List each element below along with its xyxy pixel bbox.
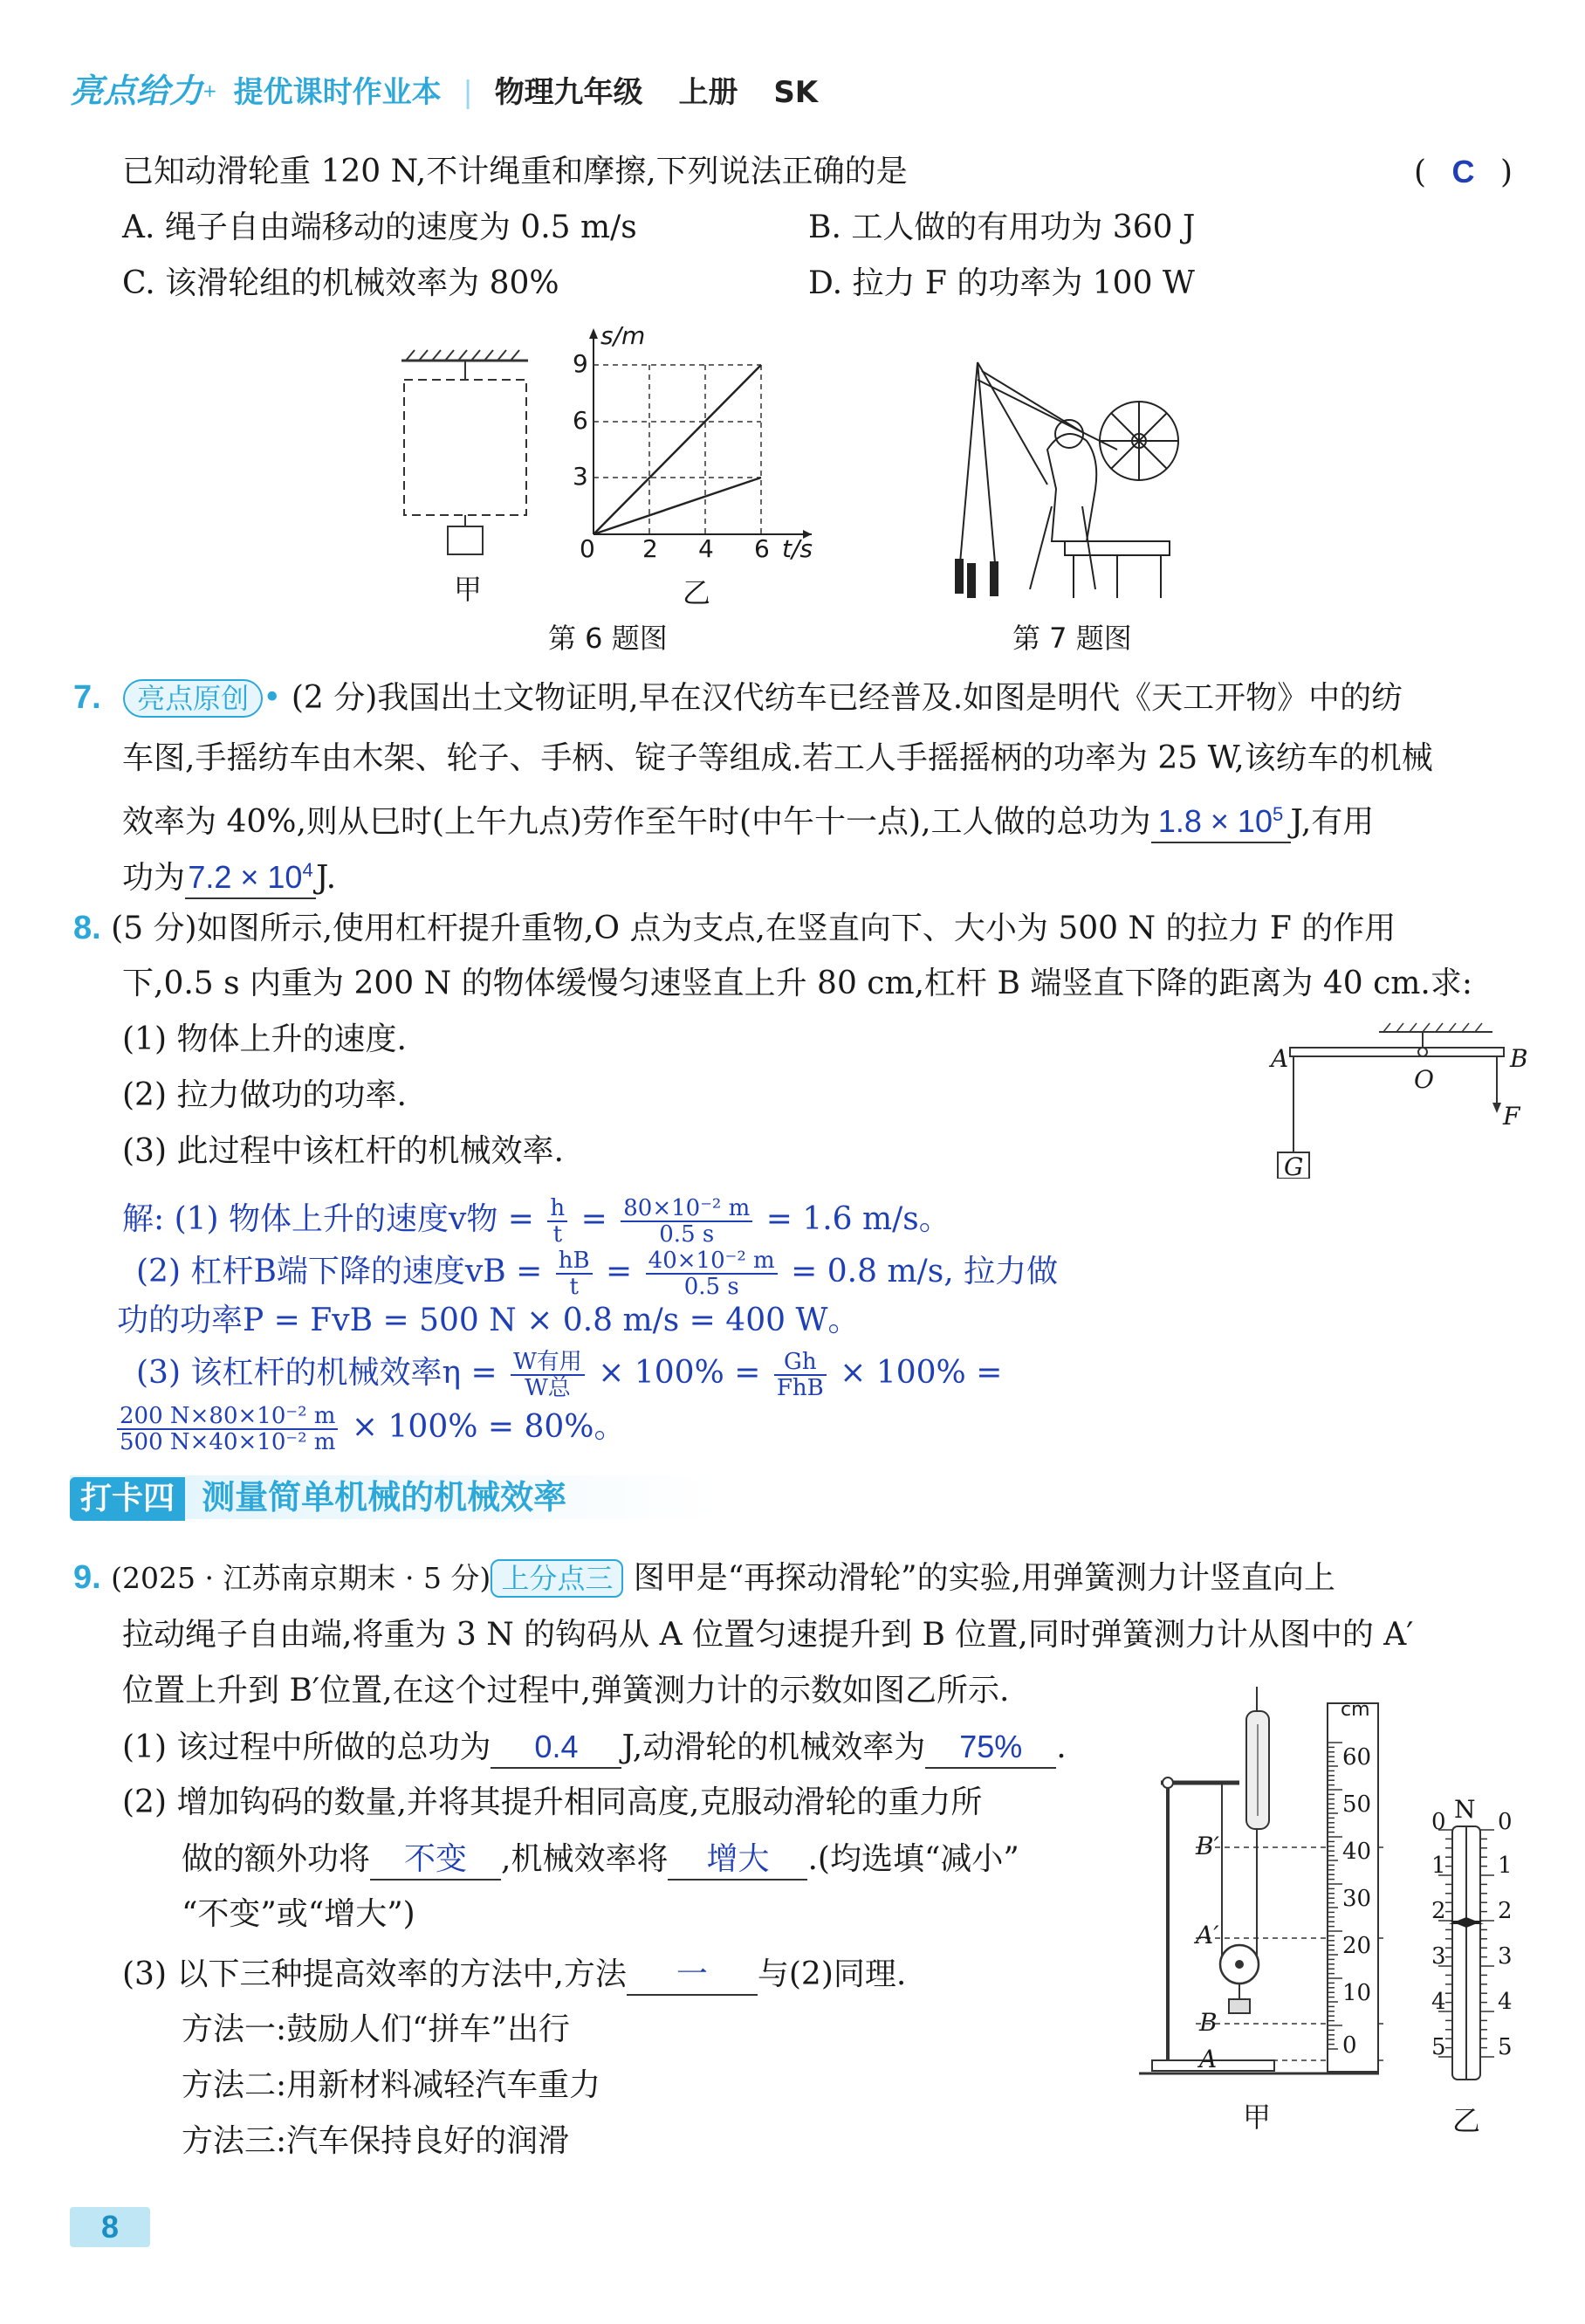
q8-number: 8. [73, 910, 101, 946]
edition-title: SK [773, 75, 819, 110]
ruler-tick-0: 0 [1342, 2032, 1357, 2059]
fig7-caption: 第 7 题图 [1012, 622, 1132, 655]
fig9-label-yi: 乙 [1452, 2104, 1481, 2137]
q9-answer-efficiency: 75% [925, 1727, 1056, 1769]
scale-tick-left-3: 3 [1431, 1943, 1446, 1970]
q9-line2: 拉动绳子自由端,将重为 3 N 的钩码从 A 位置匀速提升到 B 位置,同时弹簧测力计从图中的 A′ [122, 1617, 1414, 1653]
scale-tick-right-1: 1 [1498, 1853, 1513, 1879]
scale-tick-left-2: 2 [1431, 1898, 1446, 1924]
q8-solution-line4: (3) 该杠杆的机械效率η = $\frac{\text{W有用}}{\text{W总}}$ × 100% = $\frac{Gh}{\text{FhB}}$ × 100% = [136, 1349, 1003, 1401]
ruler-tick-10: 10 [1342, 1980, 1372, 2006]
subject-title: 物理九年级 [494, 75, 643, 110]
fig6-caption: 第 6 题图 [548, 622, 668, 655]
scale-tick-right-0: 0 [1498, 1809, 1513, 1835]
scale-tick-right-2: 2 [1498, 1898, 1513, 1924]
series-title: 提优课时作业本 [233, 75, 442, 110]
q9-number: 9. [73, 1559, 101, 1596]
q8-line1: 8. (5 分)如图所示,使用杠杆提升重物,O 点为支点,在竖直向下、大小为 500 N 的拉力 F 的作用 [73, 910, 1396, 946]
lever-label-a: A [1271, 1044, 1289, 1073]
scale-tick-right-4: 4 [1498, 1989, 1513, 2015]
fig6-label-jia: 甲 [454, 573, 483, 606]
page-header: 亮点给力+ 提优课时作业本 | 物理九年级 上册 SK [70, 72, 819, 110]
section-tag: 打卡四 [70, 1477, 185, 1521]
q9-answer-method: 一 [627, 1954, 758, 1996]
q9-line1: 9. (2025 · 江苏南京期末 · 5 分) 上分点三 图甲是“再探动滑轮”的实验,用弹簧测力计竖直向上 [73, 1559, 1336, 1596]
q6-option-d: D. 拉力 F 的功率为 100 W [808, 265, 1195, 301]
lever-label-f: F [1503, 1102, 1520, 1131]
graph-line-shallow [594, 478, 761, 534]
fig6-xlabel: t/s [782, 534, 813, 563]
fig6-ytick-3: 3 [573, 462, 588, 491]
lever-label-g: G [1284, 1152, 1304, 1181]
fig6-ytick-9: 9 [573, 349, 588, 378]
q8-sub1: (1) 物体上升的速度. [122, 1021, 407, 1057]
fig6-ytick-6: 6 [573, 406, 588, 435]
graph-line-steep [594, 365, 761, 534]
q9-ruler-unit: cm [1341, 1699, 1370, 1721]
q8-solution-line1: 解: (1) 物体上升的速度v物 = $\frac{h}{t}$ = $\frac{\text{80×10⁻² m}}{0.5 s}$ = 1.6 m/s。 [122, 1195, 950, 1248]
q7-tag: 亮点原创 [123, 679, 263, 718]
fig6-xtick-2: 2 [642, 534, 658, 563]
q9-method2: 方法二:用新材料减轻汽车重力 [182, 2067, 601, 2103]
q9-sub2-line2: 做的额外功将 不变 ,机械效率将 增大 .(均选填“减小” [182, 1839, 1019, 1881]
q9-sub2-line3: “不变”或“增大”) [182, 1896, 415, 1932]
q9-method3: 方法三:汽车保持良好的润滑 [182, 2123, 570, 2159]
q7-line4: 功为$7.2 \times 10^4J$. [122, 850, 336, 899]
lever-label-b: B [1510, 1044, 1528, 1073]
fig9-label-b: B [1199, 2008, 1218, 2037]
q6-option-c: C. 该滑轮组的机械效率为 80% [122, 265, 559, 301]
fig6-pulley-diagram [397, 345, 545, 572]
q8-line2: 下,0.5 s 内重为 200 N 的物体缓慢匀速竖直上升 80 cm,杠杆 B 端竖直下降的距离为 40 cm.求: [122, 966, 1472, 1001]
lever-label-o: O [1414, 1065, 1434, 1094]
scale-tick-left-1: 1 [1431, 1853, 1446, 1879]
volume-title: 上册 [678, 75, 738, 110]
fig6-label-yi: 乙 [683, 576, 711, 609]
ruler-tick-30: 30 [1342, 1886, 1372, 1912]
page-number: 8 [70, 2207, 150, 2247]
q7-line2: 车图,手摇纺车由木架、轮子、手柄、锭子等组成.若工人手摇摇柄的功率为 25 W,该纺车的机械 [122, 740, 1433, 776]
q9-line3: 位置上升到 B′位置,在这个过程中,弹簧测力计的示数如图乙所示. [122, 1673, 1010, 1709]
q7-answer-total-work: $1.8 \times 10^5$ [1151, 794, 1291, 843]
section-title: 测量简单机械的机械效率 [202, 1478, 567, 1516]
q8-lever-diagram [1274, 1021, 1527, 1179]
q9-answer-extra-work: 不变 [370, 1839, 501, 1881]
fig9-scale-unit: N [1454, 1795, 1476, 1824]
q6-option-a: A. 绳子自由端移动的速度为 0.5 m/s [122, 210, 637, 245]
fig6-xtick-6: 6 [754, 534, 770, 563]
q7-number: 7. [73, 679, 101, 716]
fig6-ylabel: s/m [600, 321, 646, 350]
scale-tick-right-5: 5 [1498, 2034, 1513, 2060]
fig9-label-jia: 甲 [1243, 2101, 1272, 2134]
section-header [70, 1475, 716, 1519]
q9-sub2-line1: (2) 增加钩码的数量,并将其提升相同高度,克服动滑轮的重力所 [122, 1784, 983, 1820]
ruler-tick-60: 60 [1342, 1744, 1372, 1771]
fig9-label-bprime: B′ [1196, 1832, 1219, 1860]
q8-solution-line5: $\frac{\text{200 N×80×10⁻² m}}{\text{500 N×40×10⁻² m}}$ × 100% = 80%。 [117, 1404, 626, 1454]
q8-sub3: (3) 此过程中该杠杆的机械效率. [122, 1133, 564, 1169]
q6-answer: C [1451, 154, 1475, 189]
q9-tag: 上分点三 [491, 1559, 623, 1598]
scale-tick-left-0: 0 [1431, 1809, 1446, 1835]
ruler-tick-20: 20 [1342, 1933, 1372, 1959]
q7-line3: 效率为 40%,则从巳时(上午九点)劳作至午时(中午十一点),工人做的总功为 $1.8 \times 10^5$ J,有用 [122, 794, 1374, 843]
q8-solution-line2: (2) 杠杆B端下降的速度vB = $\frac{hB}{t}$ = $\frac{\text{40×10⁻² m}}{0.5 s}$ = 0.8 m/s, 拉力做 [136, 1248, 1059, 1300]
q6-stem: 已知动滑轮重 120 N,不计绳重和摩擦,下列说法正确的是 [122, 154, 908, 189]
q6-option-b: B. 工人做的有用功为 360 J [808, 210, 1196, 245]
q7-answer-useful-work: $7.2 \times 10^4$ [185, 850, 316, 899]
q9-answer-efficiency-change: 增大 [668, 1839, 807, 1881]
fig9-label-aprime: A′ [1196, 1921, 1219, 1949]
fig7-spinning-wheel-illustration [943, 354, 1196, 607]
fig6-st-graph [559, 325, 820, 569]
q6-answer-bracket: ( C ) [1414, 154, 1513, 190]
q9-method1: 方法一:鼓励人们“拼车”出行 [182, 2011, 570, 2047]
scale-tick-left-4: 4 [1431, 1989, 1446, 2015]
q8-sub2: (2) 拉力做功的功率. [122, 1077, 407, 1113]
fig6-xtick-4: 4 [698, 534, 714, 563]
q9-sub3: (3) 以下三种提高效率的方法中,方法 一 与(2)同理. [122, 1954, 906, 1996]
q9-answer-total-work: 0.4 [491, 1727, 621, 1769]
q9-sub1: (1) 该过程中所做的总功为 0.4 J,动滑轮的机械效率为 75% . [122, 1727, 1067, 1769]
q8-solution-line3: 功的功率P = FvB = 500 N × 0.8 m/s = 400 W。 [117, 1303, 860, 1338]
scale-tick-right-3: 3 [1498, 1943, 1513, 1970]
q7-line1: 7. 亮点原创 • (2 分)我国出土文物证明,早在汉代纺车已经普及.如图是明代《天工开物》中的纺 [73, 679, 1403, 716]
brand-logo: 亮点给力 [70, 72, 203, 110]
scale-tick-left-5: 5 [1431, 2034, 1446, 2060]
ruler-tick-40: 40 [1342, 1839, 1372, 1865]
ruler-tick-50: 50 [1342, 1791, 1372, 1818]
fig9-label-a: A [1199, 2045, 1218, 2073]
fig6-xtick-0: 0 [580, 534, 595, 563]
